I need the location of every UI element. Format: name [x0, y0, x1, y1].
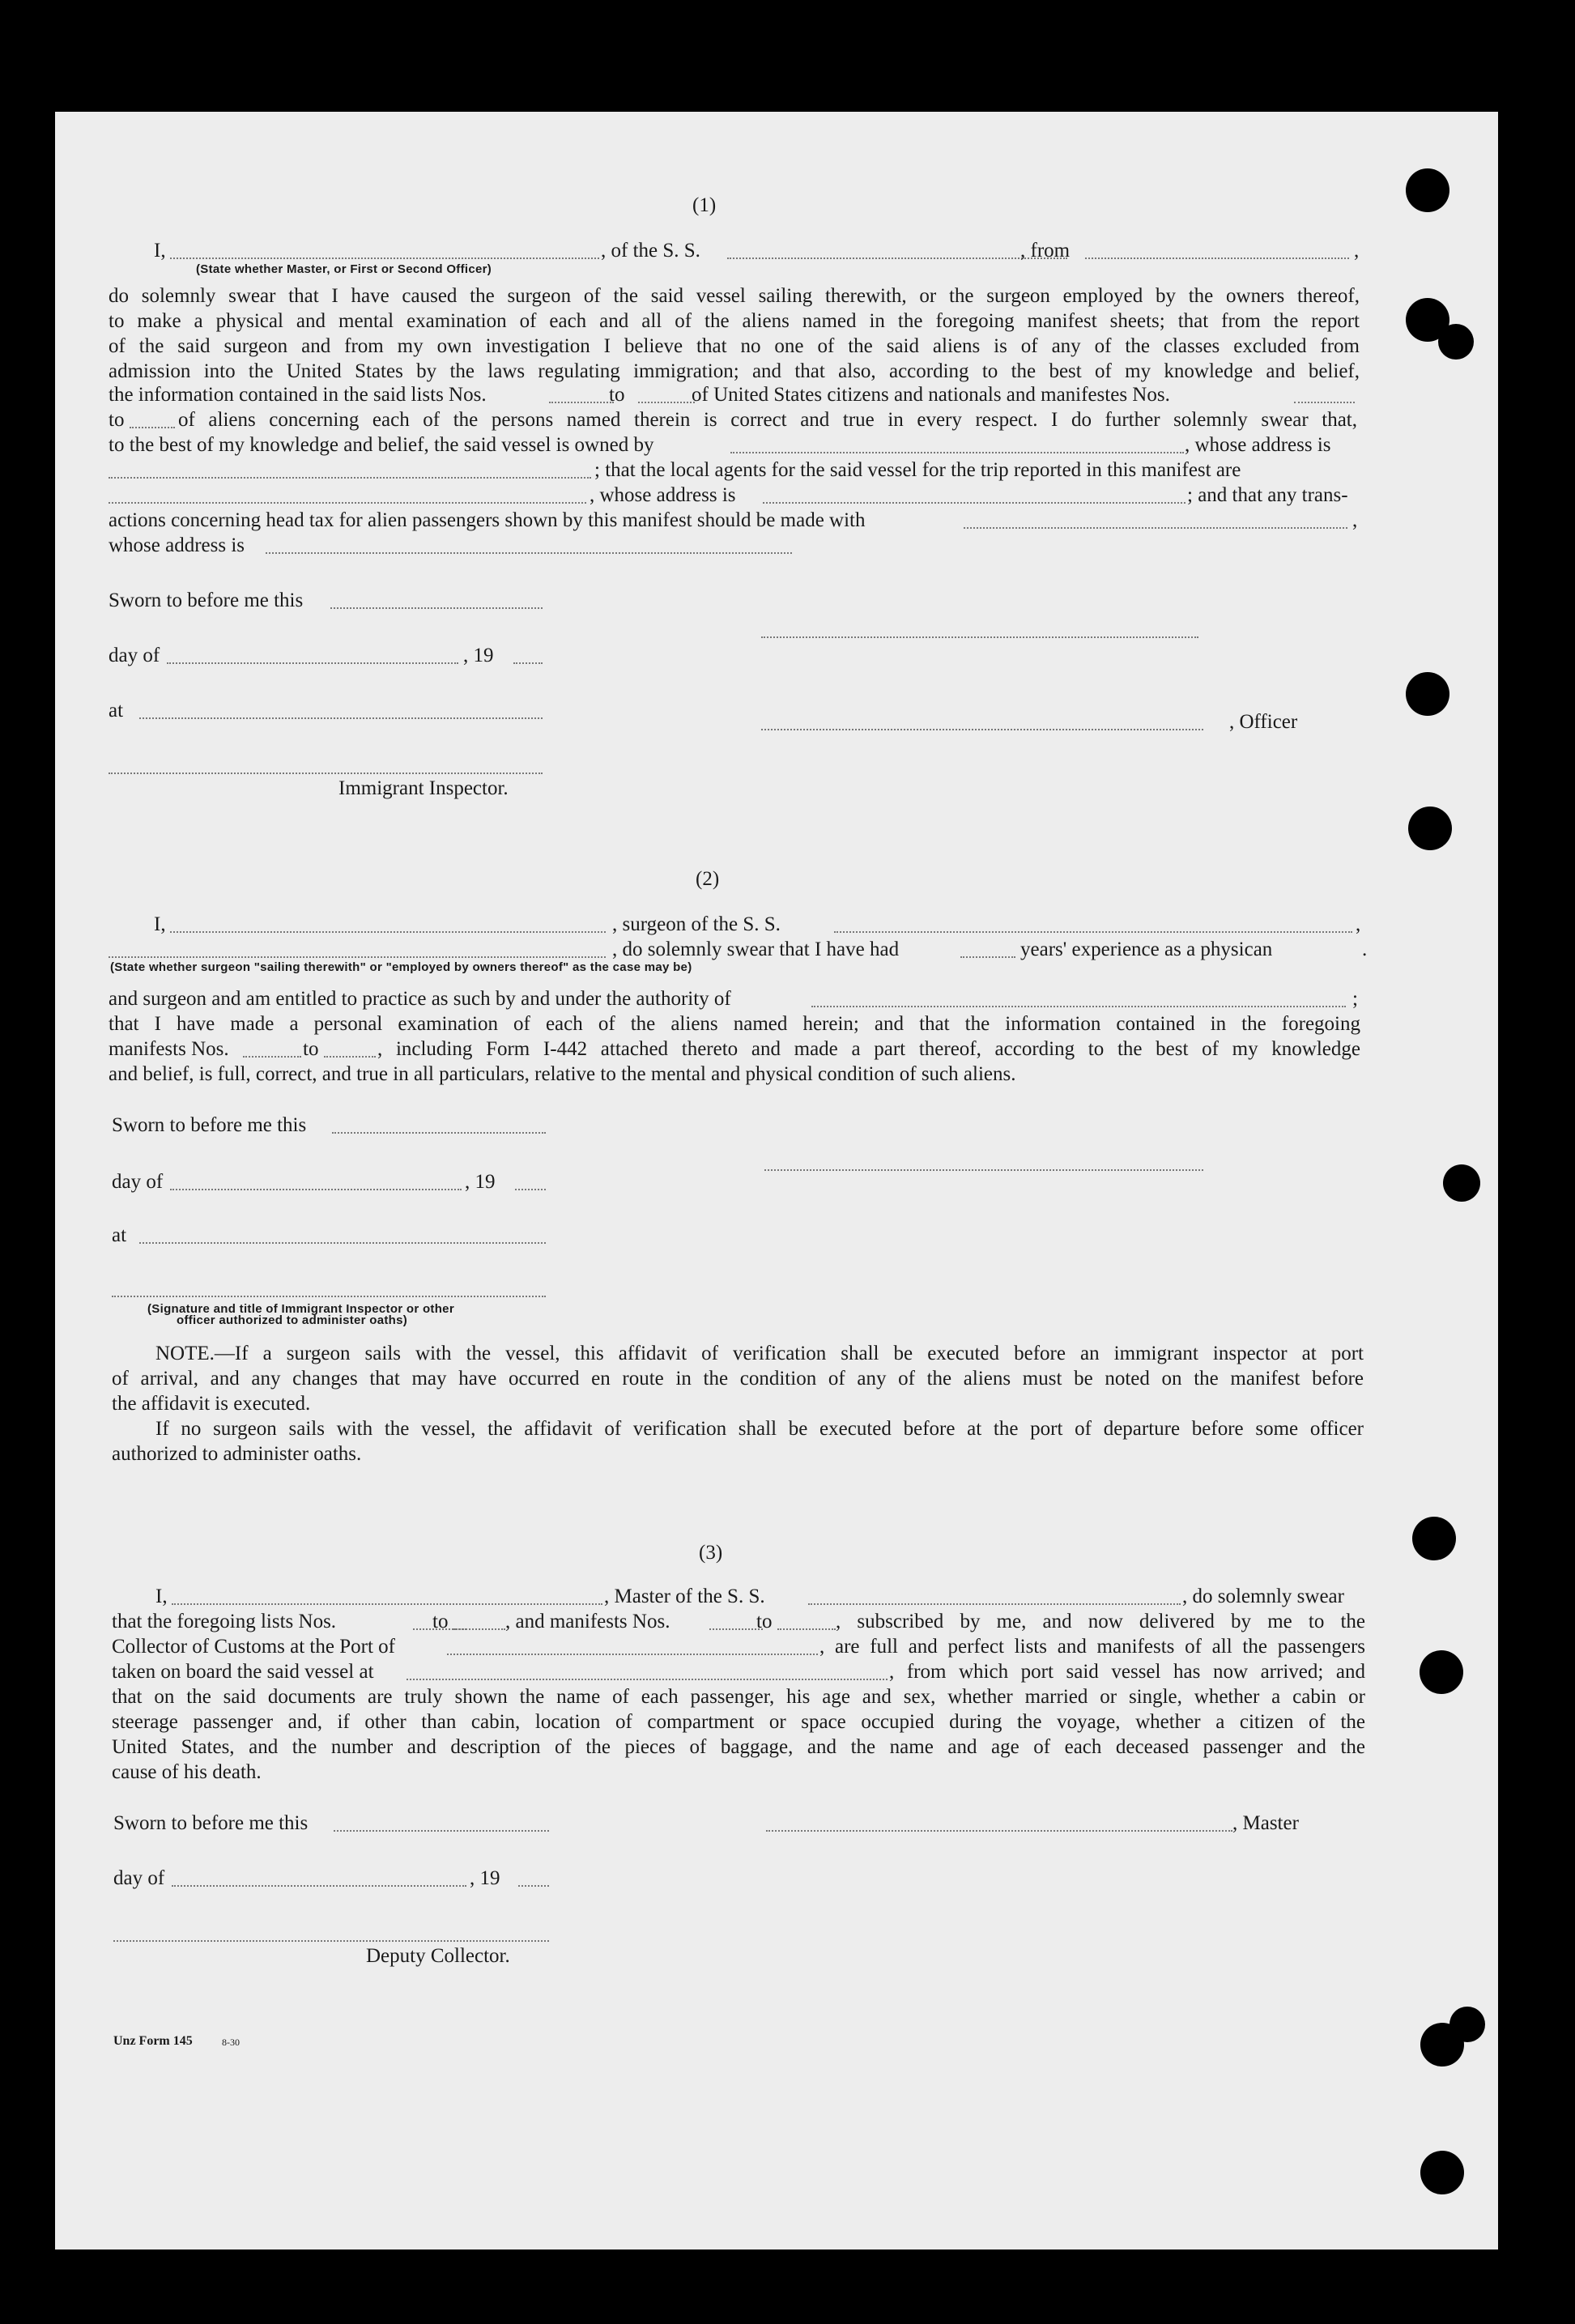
correctness-text: and belief, is full, correct, and true in all particulars, relative to the mental and physical condition of such aliens.	[109, 1063, 1016, 1085]
manifests-to-field[interactable]	[130, 427, 175, 428]
authority-field[interactable]	[811, 1006, 1346, 1007]
day-of-label: day of	[109, 645, 160, 666]
owner-address-label: , whose address is	[1185, 434, 1331, 456]
boarding-port-field[interactable]	[407, 1679, 888, 1680]
master-intro: I,	[155, 1586, 168, 1607]
body-line: to make a physical and mental examination of each and all of the aliens named in the foregoing manifest sheets; that from the report	[109, 310, 1360, 332]
day-of-label: day of	[112, 1171, 164, 1193]
passenger-details-text: that on the said documents are truly shown the name of each passenger, his age and sex, whether married or single, whether a cabin or	[112, 1686, 1365, 1708]
officer-name-field[interactable]	[170, 258, 599, 259]
officer-title: , Officer	[1229, 711, 1298, 733]
master-manifests-from-field[interactable]	[709, 1628, 763, 1630]
form-number: Unz Form 145	[113, 2034, 193, 2048]
surgeon-of-ss-label: , surgeon of the S. S.	[612, 913, 781, 935]
citizens-manifests-label: of United States citizens and nationals and manifestes Nos.	[692, 384, 1170, 406]
note-no-surgeon: authorized to administer oaths.	[112, 1443, 362, 1465]
punch-hole	[1438, 324, 1474, 360]
at-label: at	[109, 700, 124, 721]
owner-field[interactable]	[730, 452, 1184, 453]
collector-port-field[interactable]	[447, 1654, 818, 1655]
section-1-number: (1)	[692, 194, 717, 216]
arrived-text: , from which port said vessel has now arrived; and	[889, 1661, 1365, 1683]
surgeon-name-field[interactable]	[170, 931, 606, 933]
sworn-label: Sworn to before me this	[112, 1114, 307, 1136]
foregoing-lists-label: that the foregoing lists Nos.	[112, 1611, 337, 1632]
punch-hole	[1412, 1517, 1456, 1560]
section-3-number: (3)	[699, 1542, 723, 1564]
local-agents-label: ; that the local agents for the said vessel for the trip reported in this manifest are	[594, 459, 1241, 481]
sworn-label: Sworn to before me this	[113, 1812, 309, 1834]
taken-on-board-label: taken on board the said vessel at	[112, 1661, 374, 1683]
place-field[interactable]	[139, 717, 543, 719]
aliens-correct-text: of aliens concerning each of the persons named therein is correct and true in every respect. I do further solemnly swear that,	[178, 409, 1357, 431]
punch-hole	[1420, 2151, 1464, 2194]
master-manifests-to-field[interactable]	[777, 1628, 836, 1630]
deputy-title: Deputy Collector.	[366, 1945, 510, 1967]
master-lists-to-field[interactable]	[453, 1628, 505, 1630]
of-ss-label: , of the S. S.	[601, 240, 700, 262]
signature-title-note: officer authorized to administer oaths)	[177, 1313, 408, 1327]
surgeon-status-note: (State whether surgeon "sailing therewith" or "employed by owners thereof" as the case may be)	[110, 960, 692, 974]
section-1-body	[109, 283, 1360, 384]
manifests-to-label: to	[109, 409, 125, 431]
lists-to-label: to	[609, 384, 625, 406]
day-of-label: day of	[113, 1867, 165, 1889]
line-end-comma: ,	[1354, 240, 1360, 262]
deputy-signature-field[interactable]	[113, 1940, 549, 1942]
inspector-signature-field[interactable]	[109, 773, 543, 774]
master-lists-to-label: to	[432, 1611, 449, 1632]
year-label: , 19	[465, 1171, 496, 1193]
sworn-date-field[interactable]	[334, 1830, 549, 1832]
year-label: , 19	[470, 1867, 500, 1889]
form-i442-text: , including Form I-442 attached thereto and made a part thereof, according to the best of my knowledge	[377, 1038, 1360, 1060]
line-end-comma: ,	[1352, 509, 1358, 531]
section-2-number: (2)	[696, 868, 720, 890]
surgeon-swear-text: , do solemnly swear that I have had	[612, 939, 900, 960]
master-signature-field[interactable]	[766, 1830, 1232, 1832]
surgeon-manifests-to-label: to	[303, 1038, 319, 1060]
lists-to-field[interactable]	[638, 402, 695, 403]
passenger-details-text: steerage passenger and, if other than cabin, location of compartment or space occupied during the voyage, whether a citizen of the	[112, 1711, 1365, 1733]
from-port-field[interactable]	[1085, 258, 1349, 259]
at-label: at	[112, 1224, 127, 1246]
body-line: do solemnly swear that I have caused the surgeon of the said vessel sailing therewith, or the surgeon employed by the owners thereof,	[109, 285, 1360, 307]
officer-signature-field[interactable]	[761, 636, 1198, 638]
manifests-nos-label: manifests Nos.	[109, 1038, 229, 1060]
surgeon-signature-field[interactable]	[764, 1169, 1203, 1171]
signature-title-note: (Signature and title of Immigrant Inspector or other	[147, 1302, 454, 1316]
lists-nos-label: the information contained in the said lists Nos.	[109, 384, 487, 406]
subscribed-text: , subscribed by me, and now delivered by me to the	[836, 1611, 1365, 1632]
line-end-period: .	[1362, 939, 1368, 960]
master-manifests-to-label: to	[756, 1611, 773, 1632]
owner-address-field[interactable]	[109, 477, 591, 479]
manifest-affidavit-sheet	[55, 112, 1498, 2250]
passenger-details-text: United States, and the number and description of the pieces of baggage, and the name and age of each deceased passenger and the	[112, 1736, 1365, 1758]
from-label: , from	[1020, 240, 1071, 262]
collector-port-label: Collector of Customs at the Port of	[112, 1636, 395, 1658]
body-line: of the said surgeon and from my own investigation I believe that no one of the said aliens is of any of the classes excluded from	[109, 335, 1360, 357]
surgeon-manifests-to-field[interactable]	[324, 1056, 376, 1058]
day-month-field[interactable]	[170, 1189, 462, 1190]
day-month-field[interactable]	[167, 662, 458, 664]
officer-name-field[interactable]	[761, 729, 1203, 730]
note-surgeon-sails: NOTE.—If a surgeon sails with the vessel, this affidavit of verification shall be executed before an immigrant inspector at port	[155, 1343, 1364, 1364]
punch-hole	[1408, 807, 1452, 850]
body-line: admission into the United States by the laws regulating immigration; and that also, according to the best of my knowledge and belief,	[109, 360, 1360, 382]
head-tax-address-field[interactable]	[266, 552, 792, 554]
head-tax-address-label: whose address is	[109, 534, 245, 556]
year-field[interactable]	[518, 1885, 549, 1887]
surgeon-vessel-field[interactable]	[834, 931, 1352, 933]
line-end-comma: ,	[1356, 913, 1361, 935]
sworn-date-field[interactable]	[330, 607, 543, 609]
inspector-signature-field[interactable]	[112, 1296, 546, 1297]
note-surgeon-sails: the affidavit is executed.	[112, 1393, 311, 1415]
master-swear-text: , do solemnly swear	[1182, 1586, 1344, 1607]
head-tax-text: actions concerning head tax for alien passengers shown by this manifest should be made with	[109, 509, 866, 531]
officer-intro: I,	[154, 240, 166, 262]
surgeon-manifests-from-field[interactable]	[243, 1056, 301, 1058]
day-month-field[interactable]	[172, 1885, 466, 1887]
punch-hole	[1420, 1650, 1463, 1694]
agents-address-field[interactable]	[763, 502, 1186, 504]
inspector-title: Immigrant Inspector.	[338, 777, 509, 799]
manifests-from-field[interactable]	[1294, 402, 1355, 403]
local-agents-field[interactable]	[109, 502, 586, 504]
surgeon-status-field[interactable]	[109, 956, 606, 958]
lists-from-field[interactable]	[549, 402, 614, 403]
head-tax-party-field[interactable]	[964, 527, 1347, 529]
agents-address-label: , whose address is	[590, 484, 736, 506]
year-label: , 19	[463, 645, 494, 666]
officer-rank-note: (State whether Master, or First or Second Officer)	[196, 262, 492, 276]
master-of-ss-label: , Master of the S. S.	[604, 1586, 765, 1607]
year-field[interactable]	[515, 1189, 546, 1190]
master-vessel-field[interactable]	[808, 1603, 1181, 1605]
head-tax-intro: ; and that any trans-	[1187, 484, 1348, 506]
punch-hole	[1443, 1164, 1480, 1202]
note-no-surgeon: If no surgeon sails with the vessel, the affidavit of verification shall be executed before at the port of departure before some officer	[155, 1418, 1364, 1440]
owned-by-label: to the best of my knowledge and belief, the said vessel is owned by	[109, 434, 654, 456]
year-field[interactable]	[513, 662, 543, 664]
surgeon-intro: I,	[154, 913, 166, 935]
punch-hole	[1406, 672, 1449, 716]
passenger-details-text: cause of his death.	[112, 1761, 262, 1783]
sworn-date-field[interactable]	[332, 1132, 546, 1134]
line-end-semicolon: ;	[1352, 988, 1358, 1010]
full-lists-text: , are full and perfect lists and manifests of all the passengers	[819, 1636, 1365, 1658]
master-name-field[interactable]	[172, 1603, 602, 1605]
years-experience-text: years' experience as a physican	[1020, 939, 1273, 960]
place-field[interactable]	[139, 1242, 546, 1244]
punch-hole	[1406, 168, 1449, 212]
sworn-label: Sworn to before me this	[109, 590, 304, 611]
punch-hole	[1449, 2007, 1485, 2042]
form-edition: 8-30	[222, 2037, 240, 2048]
note-surgeon-sails: of arrival, and any changes that may have occurred en route in the condition of any of the aliens must be noted on the manifest before	[112, 1368, 1364, 1390]
vessel-name-field[interactable]	[727, 258, 1067, 259]
master-manifests-label: , and manifests Nos.	[505, 1611, 670, 1632]
master-title: , Master	[1232, 1812, 1299, 1834]
years-experience-field[interactable]	[960, 956, 1015, 958]
examination-text: that I have made a personal examination of each of the aliens named herein; and that the information contained in the foregoing	[109, 1013, 1360, 1035]
authority-text: and surgeon and am entitled to practice as such by and under the authority of	[109, 988, 731, 1010]
